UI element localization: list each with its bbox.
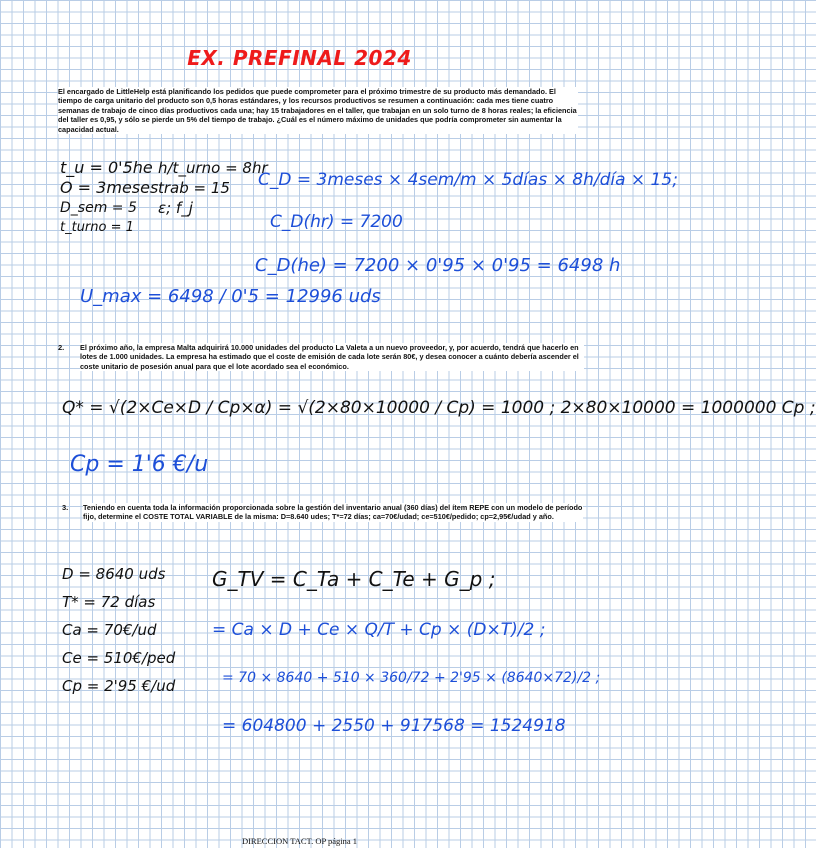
question-3-statement: Teniendo en cuenta toda la información proporcionada sobre la gestión del inventario anual (360 días) del ítem REPE con un modelo de período fijo, determine el COSTE TOTAL VARIABLE de la misma: D=8.640 udes; T*=72 días; ca=70€/udad; ce=510€/pedido; cp=2,95€/udad y año. [83,503,583,522]
q1-data-item: h/t_urno = 8hr [158,159,268,177]
q1-calc-hours-standard: C_D(he) = 7200 × 0'95 × 0'95 = 6498 h [255,255,621,276]
q3-line-2: = Ca × D + Ce × Q/T + Cp × (D×T)/2 ; [212,620,546,640]
q1-data-item: D_sem = 5 [60,200,137,216]
q3-line-1: G_TV = C_Ta + C_Te + G_p ; [212,567,496,591]
q3-line-4: = 604800 + 2550 + 917568 = 1524918 [222,716,566,736]
q3-data-item: Ce = 510€/ped [62,649,176,667]
q3-data-item: D = 8640 uds [62,565,166,583]
q1-data-left [60,158,158,238]
q2-formula: Q* = √(2×Ce×D / Cp×α) = √(2×80×10000 / Cp) = 1000 ; 2×80×10000 = 1000000 Cp ; [62,398,816,418]
q1-data-item: O = 3meses [60,178,159,197]
q3-data [62,560,175,700]
page-footer: DIRECCION TACT. OP página 1 [241,836,358,846]
question-3-number: 3. [62,503,69,512]
q1-data-item: t_turno = 1 [60,220,134,235]
q1-umax-result: U_max = 6498 / 0'5 = 12996 uds [80,286,381,307]
question-2-statement: El próximo año, la empresa Malta adquirirá 10.000 unidades del producto La Valeta a un nuevo proveedor, y, por acuerdo, tendrá que hacerlo en lotes de 1.000 unidades. La empresa ha estimado que el coste de emisión de cada lote serán 80€, y desea conocer a cuánto debería ascender el coste unitario de posesión anual para que el lote acordado sea el económico. [80,343,584,371]
question-2-number: 2. [58,343,65,352]
q2-result: Cp = 1'6 €/u [70,452,209,477]
q1-calc-capacity: C_D = 3meses × 4sem/m × 5días × 8h/día × 15; [258,170,678,190]
q1-data-item: t_u = 0'5he [60,158,153,177]
question-1-statement: El encargado de LittleHelp está planificando los pedidos que puede comprometer para el próximo trimestre de su producto más demandado. El tiempo de carga unitario del producto son 0,5 horas estándares, y los recursos productivos se resumen a continuación: cada mes tiene cuatro semanas de trabajo de cinco días productivos cada una; hay 15 trabajadores en el taller, que trabajan en un solo turno de 8 horas reales; la eficiencia del taller es 0,95, y sólo se pierde un 5% del tiempo de trabajo. ¿Cuál es el número máximo de unidades que podría comprometer sin aumentar la capacidad actual. [58,87,577,134]
q1-data-item: trab = 15 [158,179,230,197]
q1-calc-hours-real: C_D(hr) = 7200 [270,212,403,232]
q3-data-item: Cp = 2'95 €/ud [62,677,176,695]
q3-data-item: T* = 72 días [62,593,156,611]
q1-data-right [158,158,268,218]
q1-data-item: ε; f_j [158,199,193,217]
q3-line-3: = 70 × 8640 + 510 × 360/72 + 2'95 × (8640×72)/2 ; [222,670,601,686]
q3-data-item: Ca = 70€/ud [62,621,157,639]
page-title: EX. PREFINAL 2024 [187,46,412,70]
